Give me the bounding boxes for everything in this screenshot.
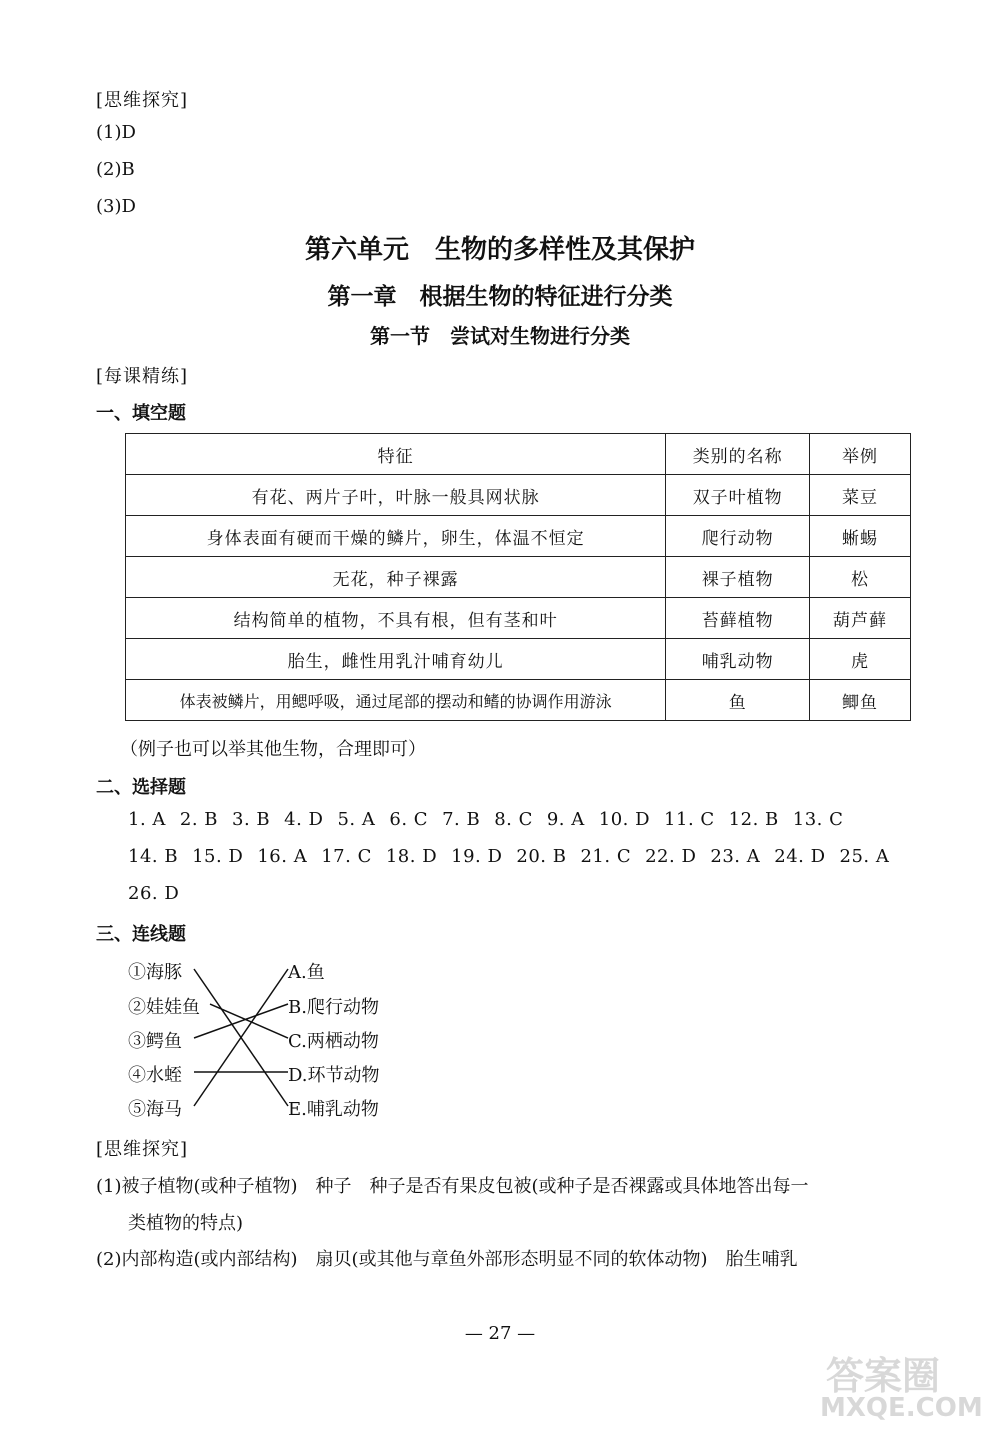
page-number: — 27 —: [464, 1323, 536, 1344]
watermark-site: MXQE.COM: [820, 1393, 983, 1423]
choice-answer: 12. B: [728, 809, 779, 830]
answer-line: (2)B: [96, 159, 135, 180]
table-cell: 苔藓植物: [666, 598, 810, 639]
table-cell: 体表被鳞片，用鳃呼吸，通过尾部的摆动和鳍的协调作用游泳: [126, 680, 666, 721]
table-cell: 鲫鱼: [810, 680, 911, 721]
table-cell: 身体表面有硬而干燥的鳞片，卵生，体温不恒定: [126, 516, 666, 557]
chapter-title: 第一章 根据生物的特征进行分类: [327, 284, 673, 310]
explore-answer-1: (1)被子植物(或种子植物) 种子 种子是否有果皮包被(或种子是否裸露或具体地答出每一: [96, 1176, 809, 1197]
match-left-item: ①海豚: [128, 962, 182, 983]
section-title: 第一节 尝试对生物进行分类: [370, 324, 630, 348]
choice-answer: 9. A: [546, 809, 585, 830]
answer-line: (1)D: [96, 122, 136, 143]
choice-answer: 16. A: [257, 846, 308, 867]
match-left-item: ②娃娃鱼: [128, 997, 200, 1018]
choice-answer: 11. C: [664, 809, 715, 830]
choice-answer: 21. C: [580, 846, 632, 867]
choice-answer: 4. D: [284, 809, 324, 830]
table-cell: 菜豆: [810, 475, 911, 516]
match-right-item: A.鱼: [288, 962, 325, 983]
table-cell: 爬行动物: [666, 516, 810, 557]
answer-line: (3)D: [96, 196, 136, 217]
table-cell: 虎: [810, 639, 911, 680]
table-header-cell: 特征: [126, 434, 666, 475]
choice-answer: 10. D: [598, 809, 651, 830]
table-cell: 双子叶植物: [666, 475, 810, 516]
match-left-item: ③鳄鱼: [128, 1031, 182, 1052]
choice-answer: 20. B: [516, 846, 567, 867]
choice-answer: 26. D: [128, 883, 180, 904]
choice-answer: 3. B: [232, 809, 271, 830]
table-cell: 有花、两片子叶，叶脉一般具网状脉: [126, 475, 666, 516]
watermark-logo: 答案圈: [826, 1354, 941, 1398]
choice-answer: 19. D: [451, 846, 503, 867]
table-cell: 葫芦藓: [810, 598, 911, 639]
table-cell: 蜥蜴: [810, 516, 911, 557]
table-cell: 结构简单的植物，不具有根，但有茎和叶: [126, 598, 666, 639]
table-header-cell: 类别的名称: [666, 434, 810, 475]
table-cell: 无花，种子裸露: [126, 557, 666, 598]
choice-answer: 15. D: [192, 846, 244, 867]
table-cell: 裸子植物: [666, 557, 810, 598]
table-cell: 松: [810, 557, 911, 598]
match-right-item: E.哺乳动物: [288, 1099, 379, 1120]
match-right-item: C.两栖动物: [288, 1031, 379, 1052]
choice-answer: 23. A: [710, 846, 761, 867]
choice-answer: 5. A: [337, 809, 376, 830]
table-cell: 胎生，雌性用乳汁哺育幼儿: [126, 639, 666, 680]
choice-answer: 1. A: [128, 809, 166, 830]
choice-answer: 24. D: [774, 846, 826, 867]
unit-title: 第六单元 生物的多样性及其保护: [304, 235, 695, 265]
fill-in-title: 一、填空题: [96, 403, 186, 424]
choice-answer: 14. B: [128, 846, 179, 867]
choice-answer: 17. C: [321, 846, 372, 867]
explore-answer-2: (2)内部构造(或内部结构) 扇贝(或其他与章鱼外部形态明显不同的软体动物) 胎生哺乳: [96, 1249, 798, 1270]
match-right-item: D.环节动物: [288, 1065, 380, 1086]
choice-answer: 22. D: [645, 846, 697, 867]
section-label-explore-bottom: [思维探究]: [96, 1139, 189, 1160]
choice-answer: 25. A: [839, 846, 890, 867]
match-line: [194, 1004, 288, 1038]
match-right-item: B.爬行动物: [288, 997, 379, 1018]
table-cell: 鱼: [666, 680, 810, 721]
explore-answer-1-cont: 类植物的特点): [128, 1213, 244, 1234]
table-note: （例子也可以举其他生物，合理即可）: [120, 739, 426, 760]
matching-title: 三、连线题: [96, 924, 186, 945]
section-label-practice: [每课精练]: [96, 366, 189, 387]
match-line: [210, 1004, 288, 1038]
choice-answer: 8. C: [494, 809, 533, 830]
section-label-explore-top: [思维探究]: [96, 90, 189, 111]
match-left-item: ④水蛭: [128, 1065, 182, 1086]
choice-answer: 18. D: [385, 846, 438, 867]
match-left-item: ⑤海马: [128, 1099, 182, 1120]
choice-answer: 2. B: [179, 809, 219, 830]
table-header-cell: 举例: [810, 434, 911, 475]
choice-answer: 7. B: [442, 809, 481, 830]
table-cell: 哺乳动物: [666, 639, 810, 680]
choice-answer: 13. C: [792, 809, 844, 830]
choice-answer: 6. C: [389, 809, 429, 830]
choice-title: 二、选择题: [96, 777, 186, 798]
